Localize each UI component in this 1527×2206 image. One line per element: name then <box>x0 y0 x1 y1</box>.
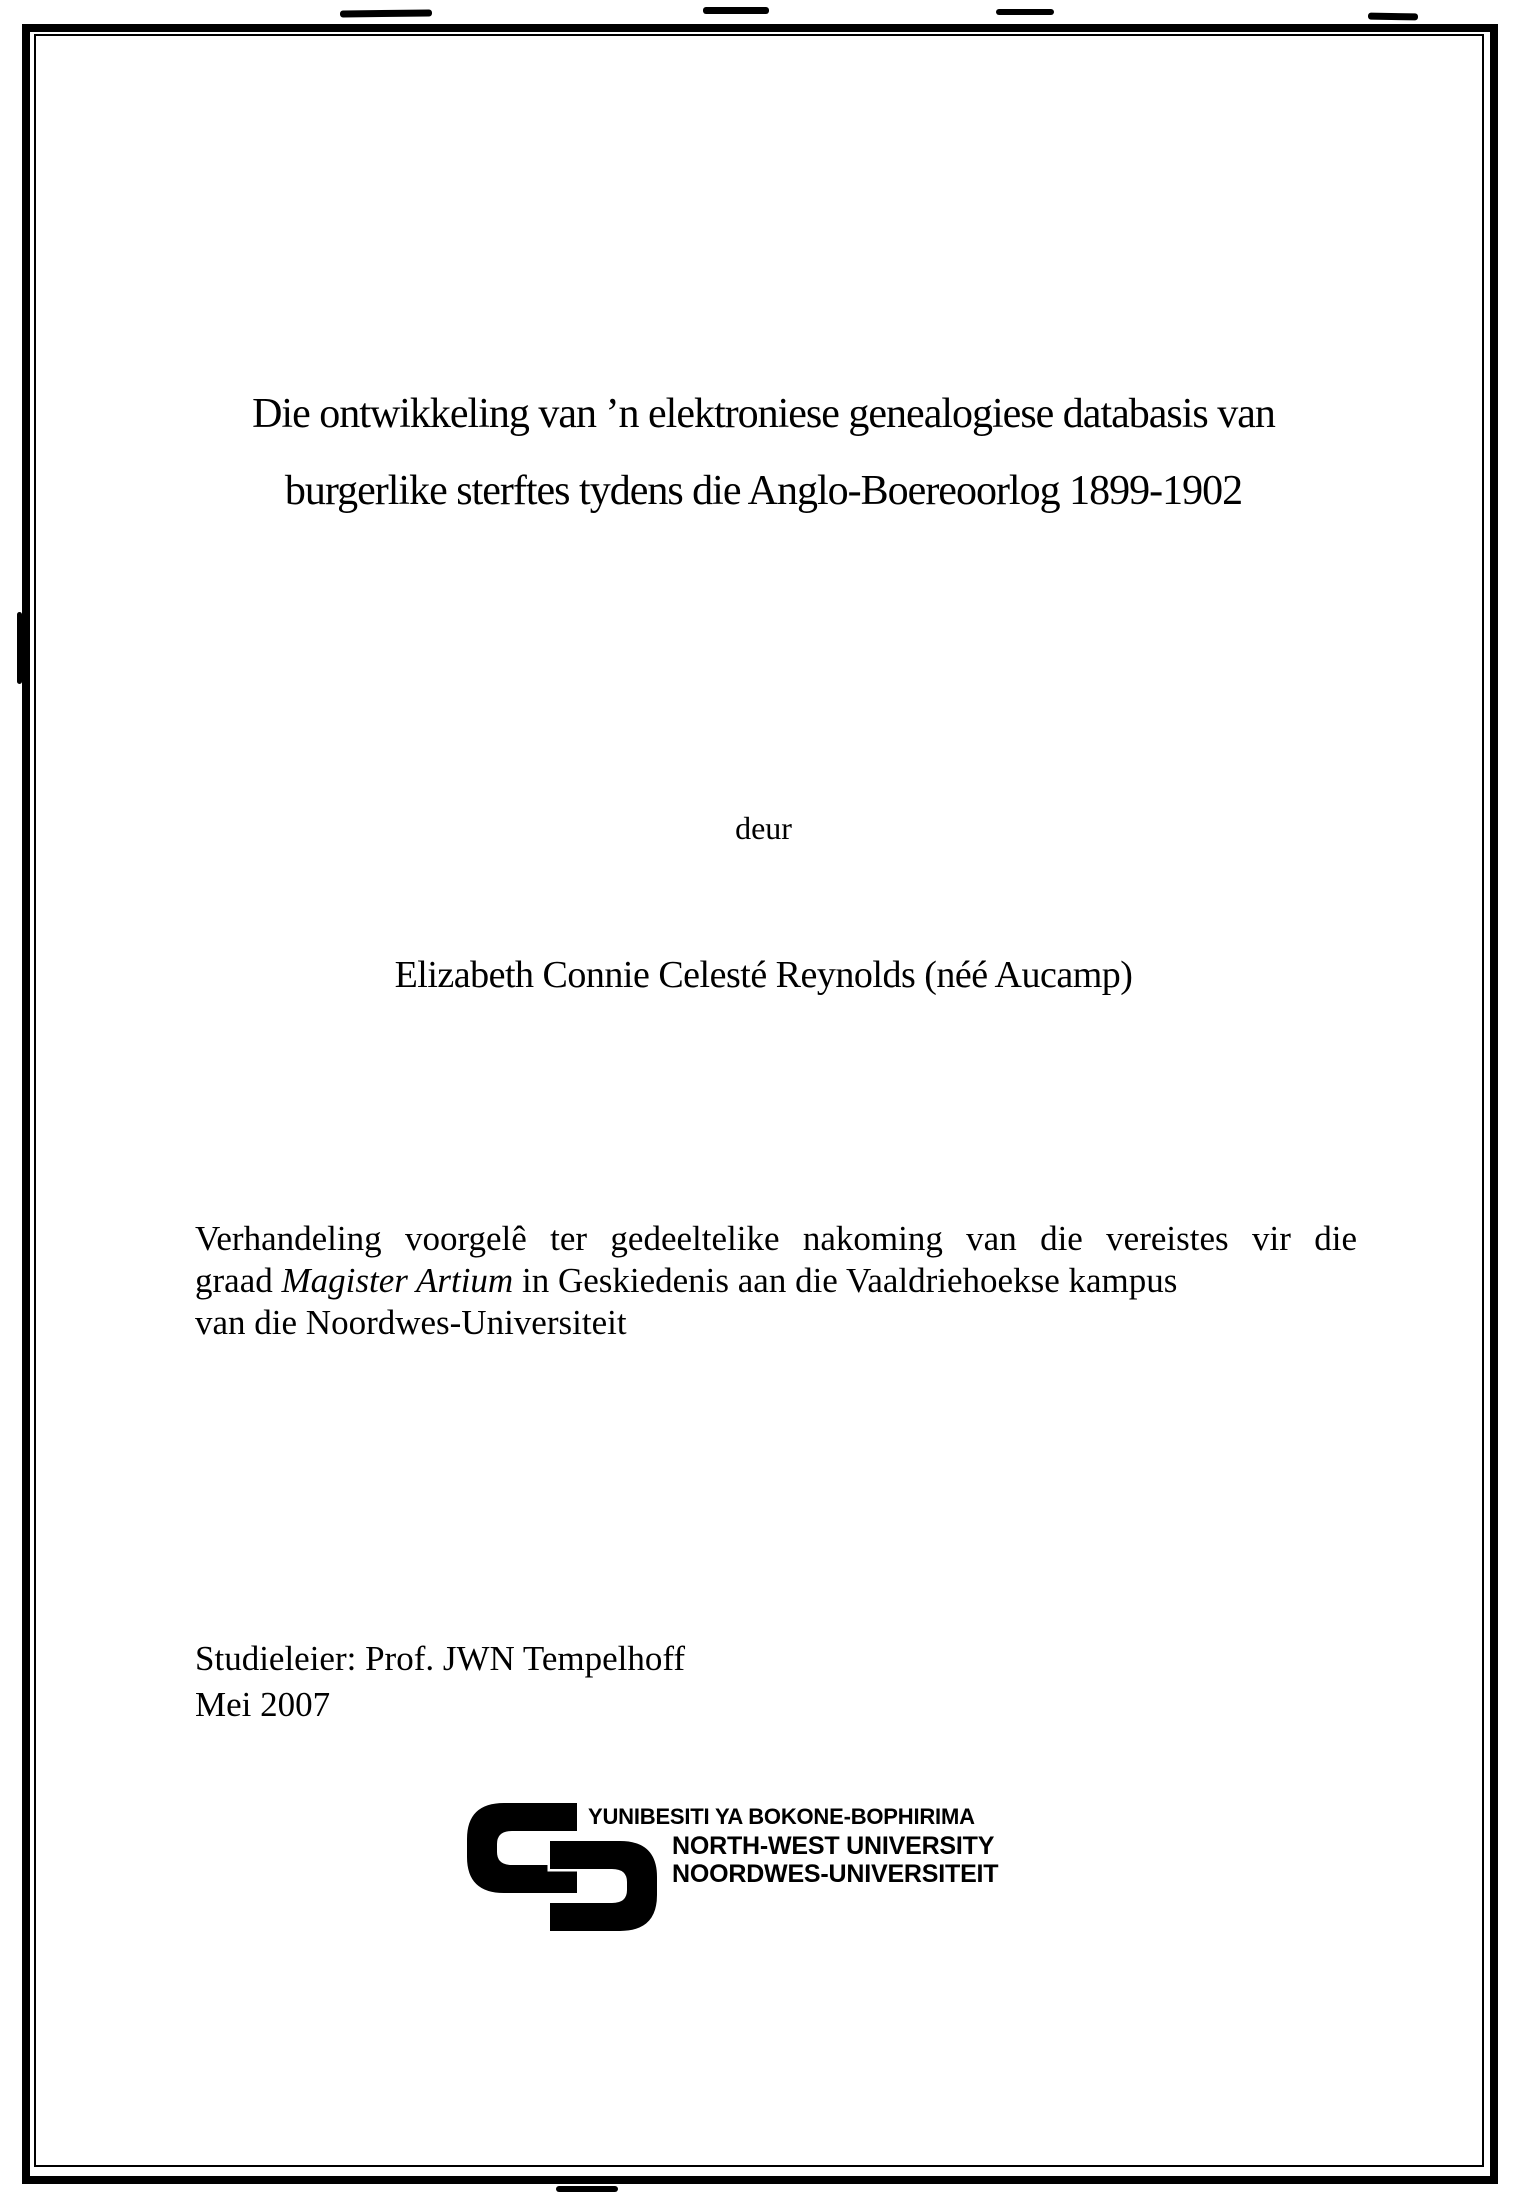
byline-deur: deur <box>735 810 792 846</box>
date-line: Mei 2007 <box>195 1685 331 1724</box>
scan-artifact <box>703 7 769 14</box>
thesis-title-line1: Die ontwikkeling van ’n elektroniese genealogiese databasis van <box>252 391 1275 437</box>
statement-line1: Verhandeling voorgelê ter gedeeltelike nakoming van die vereistes vir die <box>195 1219 1357 1258</box>
scan-artifact <box>340 10 432 18</box>
thesis-title-line2: burgerlike sterftes tydens die Anglo-Boereoorlog 1899-1902 <box>284 468 1243 514</box>
scan-artifact <box>996 9 1054 15</box>
scan-artifact <box>556 2186 618 2192</box>
submission-statement <box>195 1218 1357 1344</box>
degree-name: Magister Artium <box>281 1261 514 1300</box>
statement-line2-post: in Geskiedenis aan die Vaaldriehoekse kampus <box>513 1261 1178 1300</box>
statement-line2-pre: graad <box>195 1261 282 1300</box>
statement-line2 <box>195 1260 1357 1302</box>
logo-text-setswana: YUNIBESITI YA BOKONE-BOPHIRIMA <box>588 1804 975 1829</box>
logo-text-afrikaans: NOORDWES-UNIVERSITEIT <box>672 1860 999 1888</box>
scan-artifact <box>1368 13 1418 21</box>
author-name: Elizabeth Connie Celesté Reynolds (néé Aucamp) <box>394 954 1133 996</box>
logo-text-english: NORTH-WEST UNIVERSITY <box>672 1832 995 1860</box>
statement-line3: van die Noordwes-Universiteit <box>195 1303 627 1342</box>
supervisor-line: Studieleier: Prof. JWN Tempelhoff <box>195 1639 686 1678</box>
supervisor-block <box>195 1636 685 1728</box>
